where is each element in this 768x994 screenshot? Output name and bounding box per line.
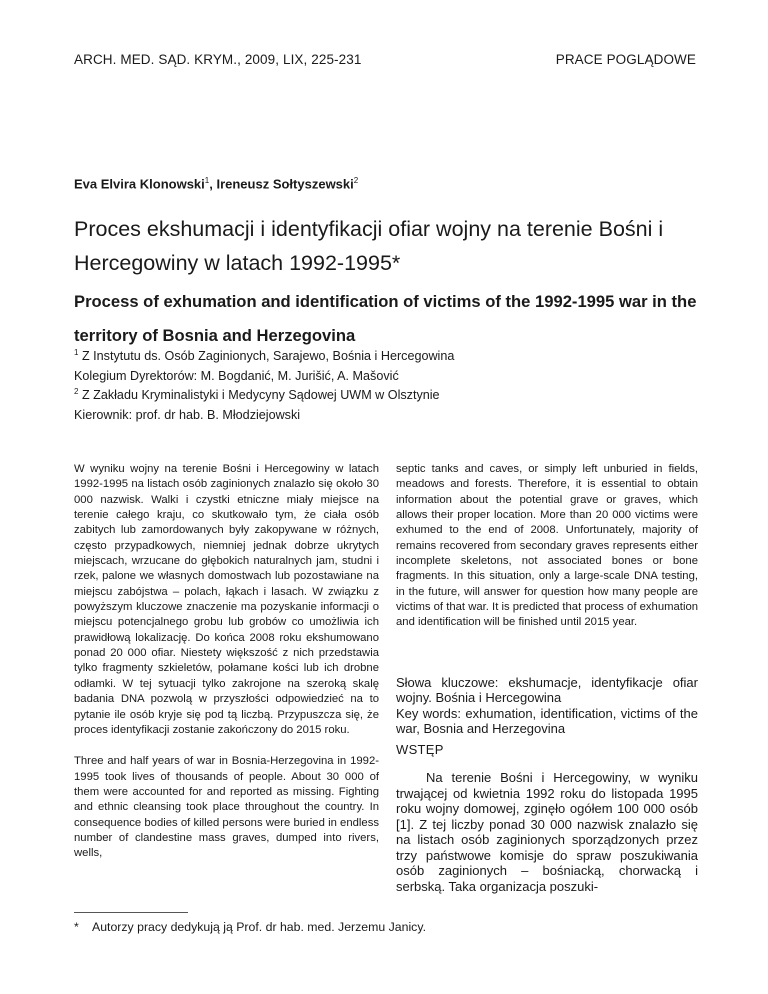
author-name: Eva Elvira Klonowski bbox=[74, 176, 205, 192]
title-english: Process of exhumation and identification of victims of the 1992-1995 war in the territory of Bosnia and Herzegovina bbox=[74, 292, 697, 345]
abstract-polish: W wyniku wojny na terenie Bośni i Hercegowiny w latach 1992-1995 na listach osób zaginionych znalazło się około 30 000 nazwisk. Walki i czystki etniczne miały miejsce na terenie całego kraju, co skutkowało tym, że ciała osób zabitych lub zamordowanych były zakopywane w różnych, często przypadkowych, niemniej jednak dobrze ukrytych miejscach, wrzucane do głębokich naturalnych jam, studni i rzek, palone we własnych domostwach lub pozostawiane na miejscu zabójstwa – polach, łąkach i lasach. W związku z powyższym kluczowe znaczenie ma pozyskanie informacji o miejscu potencjalnego grobu lub grobów co umożliwia ich prawidłową lokalizację. Do końca 2008 roku ekshumowano ponad 20 000 ofiar. Niestety większość z nich przedstawia tylko fragmenty szkieletów, połamane kości lub ich drobne odłamki. W tej sytuacji tylko zakrojone na szeroką skalę badania DNA pozwolą w przyszłości odpowiedzieć na to pytanie ile osób kryje się pod tą liczbą. Przypuszcza się, że proces identyfikacji zostanie zakończony do 2015 roku. bbox=[74, 463, 379, 736]
footnote-marker: * bbox=[74, 920, 79, 934]
abstract-right-column bbox=[396, 462, 698, 631]
journal-citation: ARCH. MED. SĄD. KRYM., 2009, LIX, 225-231 bbox=[74, 52, 362, 67]
keywords-polish: Słowa kluczowe: ekshumacje, identyfikacje ofiar wojny. Bośnia i Hercegowina bbox=[396, 675, 698, 706]
affiliations bbox=[74, 345, 714, 424]
footnote-divider bbox=[74, 912, 188, 913]
keywords-english: Key words: exhumation, identification, victims of the war, Bosnia and Herzegovina bbox=[396, 705, 698, 737]
section-heading: WSTĘP bbox=[396, 742, 444, 757]
introduction bbox=[396, 770, 698, 894]
footnote-text: Autorzy pracy dedykują ją Prof. dr hab. med. Jerzemu Janicy. bbox=[92, 920, 426, 934]
affiliation-text: Z Zakładu Kryminalistyki i Medycyny Sądowej UWM w Olsztynie bbox=[78, 388, 440, 403]
article-type: PRACE POGLĄDOWE bbox=[555, 52, 696, 67]
affiliation-line bbox=[74, 404, 714, 424]
keywords bbox=[396, 675, 698, 737]
author-affiliation-mark: 2 bbox=[353, 176, 359, 185]
abstract-english-continued: septic tanks and caves, or simply left unburied in fields, meadows and forests. Therefore, it is essential to obtain information about the potential grave or graves, which allows their proper location. More than 20 000 victims were exhumed to the end of 2008. Unfortunately, majority of remains recovered from secondary graves represents either incomplete skeletons, not associated bones or bone fragments. In this situation, only a large-scale DNA testing, in the future, will answer for question how many people are victims of that war. It is predicted that process of exhumation and identification will be finished until 2015 year. bbox=[396, 463, 699, 629]
abstract-left-column bbox=[74, 462, 379, 862]
abstract-english: Three and half years of war in Bosnia-Herzegovina in 1992-1995 took lives of thousands of people. About 30 000 of them were accounted for and reported as missing. Fighting and ethnic cleansing took place throughout the country. In consequence bodies of killed persons were buried in endless number of clandestine mass graves, dumped into rivers, wells, bbox=[74, 755, 379, 860]
author-line bbox=[74, 176, 358, 191]
affiliation-text: Z Instytutu ds. Osób Zaginionych, Sarajewo, Bośnia i Hercegowina bbox=[78, 349, 455, 364]
affiliation-line bbox=[74, 365, 714, 385]
affiliation-text: Kolegium Dyrektorów: M. Bogdanić, M. Jurišić, A. Mašović bbox=[74, 368, 399, 383]
title-polish: Proces ekshumacji i identyfikacji ofiar wojny na terenie Bośni i Hercegowiny w latach 1992-1995* bbox=[74, 217, 664, 275]
affiliation-line bbox=[74, 345, 714, 365]
intro-paragraph: Na terenie Bośni i Hercegowiny, w wyniku trwającej od kwietnia 1992 roku do listopada 1995 roku wojny domowej, zginęło ogółem 100 000 osób [1]. Z tej liczby ponad 30 000 nazwisk znalazło się na listach osób zaginionych sporządzonych przez trzy państwowe komisje do spraw poszukiwania osób zaginionych – bośniacką, chorwacką i serbską. Taka organizacja poszuki- bbox=[396, 770, 698, 894]
author-name: Ireneusz Sołtyszewski bbox=[216, 176, 354, 192]
affiliation-line bbox=[74, 384, 714, 404]
affiliation-text: Kierownik: prof. dr hab. B. Młodziejowski bbox=[74, 408, 301, 423]
author-affiliation-mark: 1 bbox=[204, 176, 210, 185]
footnote bbox=[74, 920, 426, 934]
affiliation-mark: 2 bbox=[74, 387, 79, 397]
author-separator: , bbox=[209, 176, 217, 192]
affiliation-mark: 1 bbox=[74, 348, 79, 357]
